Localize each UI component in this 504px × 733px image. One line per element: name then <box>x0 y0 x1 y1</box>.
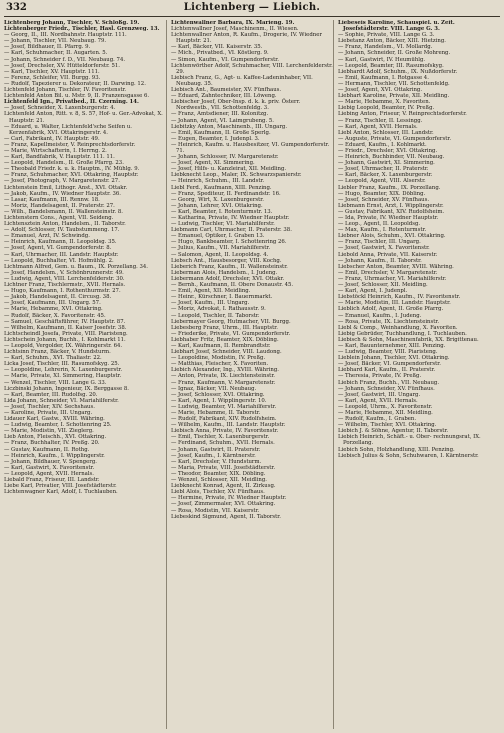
directory-entry: — Hugo, Beamter, XIX. Döbling. <box>338 190 426 197</box>
directory-entry: — Leopold, Handelsm., II. Große Pfarrg. 23. <box>4 160 124 167</box>
directory-entry: — Hermine, Private, IV. Wiedner Hauptstr. <box>171 495 287 502</box>
directory-entry: Lieberman Alois, Handelsm., I. Judeng. <box>171 269 278 276</box>
directory-entry: Lichtenberger Friedr., Tischler, Hasl. Grenzweg. 13. <box>4 26 160 33</box>
directory-entry: — Franz, Amtsdiener, III. Kolonitzg. <box>171 111 269 118</box>
directory-entry: — Karl, Schuhmacher, II. Augarten. 5. <box>4 50 108 57</box>
directory-entry: — Matthias, Fleischer, X. Favoriten. <box>171 361 269 368</box>
directory-entry: — Josef, Drechsler, XV. Hütteldorferstr. 51. <box>4 62 120 69</box>
directory-entry: — Josef, Bäcker, VI. Gumpendorferstr. <box>338 361 441 368</box>
directory-entry: — Karl, Beamter, I. Rotenturmstr. 13. <box>171 208 273 215</box>
directory-entry: — Marie, Wirtschafterin, I. Herrng. 2. <box>4 147 107 154</box>
directory-entry: — Johann, Gastwirt, II. Praterstr. <box>171 446 261 453</box>
directory-entry: — Josef, Tischler, XIV. Sechshaus. <box>4 403 95 410</box>
directory-entry: — Leop., Agent, II. Leopoldsg. <box>338 221 421 228</box>
directory-entry: — Georg, II., III. Nordbahnstr. Hauptstr. 111. <box>4 32 127 39</box>
directory-entry: — Johann, Agent, VI. Laimgrubeng. 5. <box>171 117 274 124</box>
running-head: Lichtenberg — Liebich. <box>183 2 321 13</box>
directory-entry: — Franz, Kapellmeister, V. Reinprechtsdorferstr. <box>4 141 136 148</box>
directory-entry: — Rosa, Modistin, VII. Kaiserstr. <box>171 507 260 514</box>
directory-entry: — Salomon, Agent, II. Leopoldsg. 4. <box>171 251 269 258</box>
directory-entry: — Theresia, Private, IV. Preßg. <box>338 373 422 380</box>
directory-entry: — Karl, Schuhm., XVI. Thaliastr. 22. <box>4 355 102 362</box>
directory-entry: Liebich Alexander, Ing., XVIII. Währing. <box>171 367 279 374</box>
directory-entry: — Rudolf, Fabrikant, XIV. Rudolfsheim. <box>171 416 277 423</box>
directory-entry: — Josef, Agent, VI. Gumpendorferstr. 8. <box>4 245 112 252</box>
directory-entry: — Gustav, Kaufmann, II. Rothg. <box>4 446 90 453</box>
directory-entry: Liebl Anton, Schlosser, III. Landstr. <box>338 129 434 136</box>
directory-entry: — Leopold, Beamter, III. Rasumofskyg. <box>338 62 444 69</box>
directory-entry: — Leopoldine, Modistin, IV. Preßg. <box>171 355 266 362</box>
directory-entry: — Theodor, Beamter, XIX. Döbling. <box>171 470 266 477</box>
directory-entry: — Leopold, Vergolder, IX. Währingerstr. 64. <box>4 342 123 349</box>
directory-entry: — Josef, Gastwirt, III. Ungarg. <box>338 391 421 398</box>
directory-entry: — Karl, Agent, XVII. Hernals. <box>338 123 418 130</box>
directory-entry: — Franz, Uhrmacher, VI. Mariahilferstr. <box>338 275 447 282</box>
directory-entry: Lichtsinn Franz, Bäcker, V. Hundsturm. <box>4 349 111 356</box>
directory-entry: Lichtenfeld Johann, Tischler, IV. Favoritenstr. <box>4 87 127 94</box>
directory-entry: Lichtenfeld Anton, Ritt. v. 8, S. 57, Hof- u. Ger.-Advokat, X. Hauptstr. 21. <box>4 111 163 124</box>
directory-entry: — Karoline, Private, III. Ungarg. <box>4 410 93 416</box>
directory-entry: — Karl, Gastwirt, IV. Heumühlg. <box>338 56 426 63</box>
directory-entry: — Julius, Kaufm., VII. Mariahilferstr. <box>171 245 271 252</box>
directory-entry: — Karl, Bäcker, VII. Kaiserstr. 35. <box>171 44 263 51</box>
directory-entry: — Emil, Tischler, X. Laxenburgerstr. <box>171 434 270 441</box>
directory-entry: Liebald Franz, Friseur, III. Landstr. <box>4 477 100 484</box>
directory-entry: Liebhart Josef, Schneider, VIII. Laudong. <box>171 349 282 356</box>
directory-entry: — Heinrich, Kaufm., I. Wipplingerstr. <box>4 452 105 459</box>
directory-entry: — Gustav, Fabrikant, XIV. Rudolfsheim. <box>338 208 445 215</box>
directory-entry: Liebknecht Leop., Maler, IX. Schwarzspanierstr. <box>171 172 302 179</box>
directory-entry: — Maria, Private, VIII. Josefstädterstr. <box>171 464 276 471</box>
directory-entry: — Hugo, Bankbeamter, I. Schottenring 26. <box>171 239 287 246</box>
directory-entry: — Johann, Schlosser, IV. Margaretenstr. <box>171 154 279 161</box>
directory-entry: — Heinr., Kürschner, I. Bauernmarkt. <box>171 294 273 301</box>
directory-entry: — Franz, Buchhalter, IV. Preßg. 20. <box>4 440 100 447</box>
directory-entry: Liebl Ferd., Kaufmann, XIII. Penzing. <box>171 184 272 191</box>
directory-entry: — Rudolf, Kaufm., I. Graben. <box>338 416 417 423</box>
directory-entry: — Auguste, Private, VI. Gumpendorferstr. <box>338 135 452 142</box>
directory-entry: — Franz, Tischler, III. Ungarg. <box>338 239 421 246</box>
directory-entry: — Sophie, Private, VIII. Lange G. 3. <box>338 32 435 39</box>
directory-entry: — Marie, Hebamme, XII. Meidling. <box>338 410 433 416</box>
directory-entry: Lichtenfeld Ign., Privatbed., II. Czerning. 14. <box>4 99 139 106</box>
directory-entry: — Johann, Schneider f. D., VII. Neubaug. 74. <box>4 56 126 63</box>
directory-entry: — Josef, Schlosser, XVI. Ottakring. <box>171 391 265 398</box>
directory-entry: — Ludwig, Beamter, VI. Mariahilferstr. <box>171 403 277 410</box>
directory-entry: — Emil, Kaufmann, I. Rotgasse 4. <box>338 74 429 81</box>
directory-entry: — Hugo, Kaufmann, I. Rothenthurmstr. 27. <box>4 288 121 295</box>
directory-entry: — Friederike, Private, VI. Gumpendorferstr. <box>171 330 291 337</box>
directory-entry: Lida Johann, Schneider, VI. Mariahilferstr. <box>4 397 119 404</box>
directory-entry: Liebhaber Fritz, Beamter, XIX. Döbling. <box>171 336 279 343</box>
directory-entry: — Wenzel, Schlosser, XII. Meidling. <box>171 477 267 484</box>
directory-entry: Liebisch & Sohn, Maschinenfabrik, XX. Brigittenau. <box>338 336 479 343</box>
directory-entry: — Simon, Kaufm., VI. Gumpendorferstr. <box>171 56 279 63</box>
directory-entry: — Georg, Wirt, X. Laxenburgerstr. <box>171 196 264 203</box>
directory-entry: Liebesberg Franz, Uhrm., III. Hauptstr. <box>171 324 278 331</box>
directory-entry: — Samuel, Geschäftsführer, IV. Hauptstr. 87. <box>4 318 126 325</box>
directory-entry: Liebknecht Konrad, Agent, II. Zirkusg. <box>171 483 276 490</box>
directory-entry: — Josef, Handelsm., V. Schönbrunnerstr. 49. <box>4 269 124 276</box>
directory-entry: — Moriz, Advokat, I. Rathausstr. 9. <box>171 306 266 313</box>
directory-entry: Lichtenstern Cons., Agent, VII. Seideng. <box>4 215 114 221</box>
column-middle <box>171 20 334 729</box>
directory-entry: — Ferdinand, Schuhm., XVII. Hernals. <box>171 440 275 447</box>
directory-entry: Liebisch Ant., Baumeister, XV. Fünfhaus. <box>171 87 282 94</box>
directory-entry: Liebhardt Adolf, Schuhm., IX. Nußdorferstr. <box>338 68 458 75</box>
directory-entry: — Karl, Bäcker, X. Laxenburgerstr. <box>338 172 433 179</box>
directory-entry: — Karl, Uhrmacher, III. Landstr. Hauptstr. <box>4 251 119 258</box>
directory-entry: Lichtenwagner Karl, Adolf, I. Tuchlauben. <box>4 489 118 496</box>
directory-entry: — Mich., Privatbed., VI. Köstlerg. 9. <box>171 50 269 57</box>
directory-entry: Liebich J. & Söhne, Agentur, II. Taborstr. <box>338 428 449 435</box>
directory-entry: Liebeseis Karoline, Schauspiel. u. Zeit. Josefstädterstr. VIII. Lange G. 3. <box>338 20 455 33</box>
directory-entry: Liebisch Julius & Sohn, Schuhwaren, I. Kärntnerstr. <box>338 452 479 459</box>
directory-entry: — Josef, Agent, XI. Simmering. <box>171 160 255 167</box>
directory-entry: — Josef, Bildhauer, II. Pfarrg. 9. <box>4 44 91 51</box>
page-number: 332 <box>6 2 27 13</box>
directory-entry: — Eugen, Beamter, I. Judenpl. 3. <box>171 135 260 142</box>
directory-entry: — Leopoldine, Lehrerin, X. Laxenburgerstr. <box>4 367 123 374</box>
directory-entry: Licka Josef, Tischler, III. Rasumofskyg. 25. <box>4 361 120 368</box>
directory-entry: — Carl, Fabrikant, IV. Hauptstr. 49. <box>4 135 100 142</box>
directory-entry: — Josef, Uhrmacher, II. Praterstr. <box>338 166 429 173</box>
directory-entry: Liebig Leopold, Beamter, IV. Preßg. <box>338 105 435 112</box>
directory-entry: Liebisch Franz, G., Agt- u. Kaffee-Ladeninhaber, VII. Neubaug. 35. <box>171 74 313 87</box>
directory-entry: — Leopold, Agent, VIII. Alserstr. <box>338 178 426 185</box>
directory-entry: — Ferenz, Schleifer, VII. Burgg. 93. <box>4 74 101 81</box>
directory-entry: Lichtenfeld Anton Bil. u. Mstr. 9, II. Franzensgasse 6. <box>4 93 150 100</box>
directory-entry: — Heinrich, Schuhm., III. Landstr. <box>171 178 265 185</box>
directory-entry: Liebermann Adolf, Drechsler, XVI. Ottakr. <box>171 275 285 282</box>
directory-entry: — Leopold, Tischler, II. Taborstr. <box>171 312 260 319</box>
column-right <box>338 20 500 729</box>
directory-entry: Liebsch Ant., Hausbesorger, VIII. Kochg. <box>171 257 282 264</box>
directory-entry: Liebermayer Georg, Hutmacher, VII. Burgg. <box>171 318 291 325</box>
directory-entry: — Josef, Schneider, XV. Fünfhaus. <box>338 196 430 203</box>
directory-entry: — Karl, Agent, XVII. Hernals. <box>338 397 418 404</box>
directory-entry: — Johann, Schneider, XV. Fünfhaus. <box>338 385 435 392</box>
directory-entry: — Moriz, Handelsagent, II. Praterstr. 27. <box>4 202 115 209</box>
columns-container <box>4 20 500 729</box>
directory-entry: — Marie, Modistin, III. Landstr. Hauptstr. <box>338 300 451 307</box>
directory-entry: Lidauer Karl, Gastw., XVIII. Währing. <box>4 416 105 423</box>
directory-entry: — Bernh., Kaufmann, II. Obere Donaustr. 45. <box>171 282 294 289</box>
directory-entry: — Leopold, Agent, XVII. Hernals. <box>4 470 95 477</box>
directory-entry: Lichtensztein Anton, Handelsm., II. Taborstr. <box>4 221 126 228</box>
directory-entry: — Karl, Gastwirt, X. Favoritenstr. <box>4 464 95 471</box>
directory-entry: Liebeskind Sigmund, Agent, II. Taborstr. <box>171 513 281 520</box>
directory-entry: — Josef, Hilfs- u. Kanzleirat, XII. Meidling. <box>171 166 287 173</box>
directory-entry: Lichtenwallner Josef, Maschinenm., II. Wiesen. <box>171 26 299 33</box>
directory-entry: — Josef, Gastwirt, X. Favoritenstr. <box>338 245 430 252</box>
directory-entry: — Josef, Schneider, X. Laxenburgerstr. 4. <box>4 105 116 112</box>
directory-entry: — Marie, Hebamme, II. Taborstr. <box>171 410 261 416</box>
directory-entry: — Marie, Modistin, VII. Zieglerg. <box>4 428 94 435</box>
directory-entry: — Josef, Photograph, V. Margaretenstr. 27. <box>4 178 120 185</box>
directory-entry: Liebich Heinrich, Schäft.- u. Ober- rechnungsrat, IX. Porzellang. <box>338 434 481 447</box>
directory-entry: — Heinrich, Buchbinder, VII. Neubaug. <box>338 154 445 161</box>
page-header <box>4 2 500 17</box>
directory-entry: — Karl, Agent, I. Judenpl. <box>338 288 408 295</box>
directory-entry: — Eduard, u. Walter, Lichtenfeld'sche Seifen u. Kerzenfabrik, XVI. Ottakringerstr. 4. <box>4 123 132 136</box>
directory-entry: — Ida, Private, IV. Wiedner Hauptstr. <box>338 215 439 221</box>
directory-entry: — Eduard, Kaufm., I. Kohlmarkt. <box>338 141 427 148</box>
directory-entry: — Ludwig, Agent, VIII. Lerchenfelderstr. 30. <box>4 275 125 282</box>
directory-entry: Liebich Franz, Buchh., VII. Neubaug. <box>338 379 440 386</box>
directory-entry: — Karl, Beamter, III. Rudolfsg. 20. <box>4 391 98 398</box>
directory-entry: — Jakob, Handelsagent, II. Circusg. 38. <box>4 294 112 301</box>
directory-entry: — Josef, Zimmermaler, XVI. Ottakring. <box>171 501 276 508</box>
directory-entry: — Wenzel, Tischler, VIII. Lange G. 33. <box>4 379 107 386</box>
directory-entry: — Franz, Tischler, II. Lessingg. <box>338 117 423 124</box>
directory-entry: — Marie, Private, XI. Simmering, Hauptstr. <box>4 373 122 380</box>
directory-entry: — Johann, Tischler, VII. Neubaug. 79. <box>4 38 107 45</box>
directory-entry: Liebmann Carl, Uhrmacher, II. Praterstr. 38. <box>171 227 292 234</box>
directory-entry: Lichtmann Alfred, Gem. u. Baum., IX. Porzellang. 34. <box>4 263 149 270</box>
directory-entry: — Ludwig, Tischler, VI. Mariahilferstr. <box>171 221 275 228</box>
directory-entry: — Johann, Gastwirt, XI. Simmering. <box>338 160 435 167</box>
directory-entry: — Ludwig, Beamter, VIII. Piaristeng. <box>338 349 438 356</box>
directory-entry: Lichtenwörther Adolf, Schuhmacher, VIII. Lerchenfelderstr. 29. <box>171 62 333 75</box>
directory-entry: Lieblich Adolf, Agent, II. Große Pfarrg. <box>338 306 444 313</box>
directory-entry: Lieblein Johann, Tischler, XVI. Ottakring. <box>338 355 450 362</box>
directory-entry: — Emil, Kaufmann, II. Große Sperlg. <box>171 129 271 136</box>
directory-entry: — Rosa, Private, IX. Liechtensteinstr. <box>338 318 440 325</box>
directory-entry: Liebich Sohn, Holzhandlung, XIII. Penzing. <box>338 446 455 453</box>
directory-entry: — Heinrich, Kaufm. u. Hausbesitzer, VI. Gumpendorferstr. 71. <box>171 141 330 154</box>
directory-entry: Lichtenstein Emil, Lithogr. Anst., XVI. Ottakr. <box>4 184 128 191</box>
directory-entry: — Rudolf, Bäcker, X. Favoritenstr. 45. <box>4 312 106 319</box>
directory-entry: — Adolf, Schlosser, IV. Taubstummeng. 17. <box>4 227 120 234</box>
directory-entry: — Heinrich, Kaufmann, II. Leopoldsg. 35. <box>4 239 117 246</box>
directory-entry: — Leopold, Uhrm., X. Favoritenstr. <box>338 403 433 410</box>
directory-entry: Liebl & Comp., Weinhandlung, X. Favoriten. <box>338 324 458 331</box>
directory-entry: — Josef, Kaufm., III. Ungarg. <box>171 300 250 307</box>
directory-entry: Liczbinski Johann, Ingenieur, IX. Berggasse 8. <box>4 385 129 392</box>
directory-entry: — Emanuel, Arzt, IV. Schwindg. <box>4 233 90 240</box>
column-left <box>4 20 167 729</box>
directory-entry: — Lasar, Kaufmann, III. Rennw. 18. <box>4 196 100 203</box>
directory-entry: — Wilhelm, Kaufm., III. Landstr. Hauptstr. <box>171 422 286 429</box>
directory-entry: — Friedr., Drechsler, XVI. Ottakring. <box>338 147 438 154</box>
directory-entry: Liebischer Josef, Ober-Insp. d. k. k. priv. Österr. Nordwestb., VII. Schottenfeldg. 3. <box>171 99 301 112</box>
directory-entry: — Josef, Kaufmann, III. Ungarg. 57. <box>4 300 101 307</box>
directory-entry: Liebitzky Anton, Maschinenb., III. Ungarg. <box>171 123 288 130</box>
directory-entry: — Emanuel, Kaufm., I. Judeng. <box>338 312 422 319</box>
directory-entry: — Marie, Hebamme, XVI. Ottakring. <box>4 306 103 313</box>
directory-entry: — Leopold, Buchhalter, VI. Hofmühlg. 2. <box>4 257 114 264</box>
directory-entry: Liebhard Karl, Kaufm., II. Praterstr. <box>338 367 436 374</box>
directory-entry: Lichtenwallner Anton, R. Kaufm., Drogerie, IV. Wiedner Hauptstr. 21. <box>171 32 322 45</box>
directory-entry: — Hermann, Tischler, VII. Schottenfeldg. <box>338 80 450 87</box>
directory-entry: — Emil, Drechsler, V. Margaretenstr. <box>338 269 438 276</box>
directory-entry: Liebold Anna, Private, VII. Kaiserstr. <box>338 251 438 258</box>
directory-entry: Liebmann Ernst, Arzt, I. Wipplingerstr. <box>338 202 444 209</box>
directory-entry: — Karl, Kaufmann, II. Rembrandtstr. <box>171 342 271 349</box>
directory-entry: Liebner Alois, Schuhm., XVI. Ottakring. <box>338 233 446 240</box>
directory-entry: Liebe Karl, Privatier, VIII. Josefstädterstr. <box>4 483 117 490</box>
directory-entry: Lichtner Franz, Tischlermstr., XVII. Hernals. <box>4 282 126 289</box>
directory-entry: — Johann, Lehrer, XVI. Ottakring. <box>171 202 263 209</box>
directory-entry: — Emanuel, Optiker, I. Graben 13. <box>171 233 265 240</box>
directory-entry: Lieberich Franz, Kaufm., II. Wallensteinstr. <box>171 263 288 270</box>
directory-entry: — Josef, Schlosser, XII. Meidling. <box>338 282 428 289</box>
directory-entry: Liebhart Karoline, Private, XII. Meidling. <box>338 93 450 100</box>
directory-entry: — Franz, Handelsm., VI. Mollardg. <box>338 44 433 51</box>
directory-entry: Lichtenwallner Barbara, IX. Marieng. 19. <box>171 20 295 26</box>
directory-entry: — Josef, Kaufm., I. Kärntnerstr. <box>171 452 256 459</box>
directory-entry: — Marie, Hebamme, X. Favoriten. <box>338 99 431 106</box>
directory-entry: Lieb Anton, Fleischh., XVI. Ottakring. <box>4 434 107 441</box>
directory-entry: — Ignaz, Bäcker, VII. Neubaug. <box>171 385 257 392</box>
directory-entry: — Wilh., Bandelsmann, II. Wallensteinstr. 8. <box>4 208 123 215</box>
directory-entry: — Johann, Kaufm., II. Taborstr. <box>338 257 422 264</box>
directory-entry: — Jakob, Kaufm., IV. Wiedner Hauptstr. 36. <box>4 190 121 197</box>
directory-entry: — Karl, Drechsler, V. Hundsturm. <box>171 458 262 465</box>
directory-entry: Liebig Gebrüder, Tuchhandlung, I. Tuchlauben. <box>338 330 467 337</box>
directory-entry: — Theobald Friedr. k. u. k. Hauptm., IV. Mühlg. 9. <box>4 166 140 173</box>
directory-entry: — Johann, Bildhauer, V. Spengerg. <box>4 458 97 465</box>
directory-entry: Liebstöckl Heinrich, Kaufm., IV. Favoritenstr. <box>338 294 461 301</box>
directory-entry: — Karl, Bauunternehmer, XIII. Penzing. <box>338 342 446 349</box>
directory-entry: — Wilhelm, Kaufmann, II. Kaiser Josefstr. 38. <box>4 324 127 331</box>
directory-entry: Lichtscheindl Josefa, Private, VIII. Piaristeng. <box>4 330 128 337</box>
directory-entry: Lichtschein Johann, Buchh., I. Kohlmarkt 11. <box>4 336 126 343</box>
directory-entry: — Karl, Tischler, XV. Hauptstr. 111. <box>4 68 100 75</box>
directory-entry: — Franz, Kaufmann, V. Margaretenstr. <box>171 379 276 386</box>
directory-entry: — Emil, Agent, XII. Meidling. <box>171 288 251 295</box>
directory-entry: — Karl, Agent, I. Wipplingerstr. 10. <box>171 397 267 404</box>
directory-entry: Liebl Alois, Tischler, XV. Fünfhaus. <box>171 489 265 496</box>
directory-entry: — Rudolf, Tapezierer u. Dekorateur, II. Darwing. 12. <box>4 80 146 87</box>
directory-entry: Liebisch Anna, Private, IV. Favoritenstr. <box>171 428 279 435</box>
directory-entry: — Karl, Bandfabrik, V. Hauptstr. 111. 11. <box>4 154 115 161</box>
directory-entry: — Ludwig, Beamter, I. Schottenring 25. <box>4 422 112 429</box>
directory-entry: — Wilhelm, Tischler, XVI. Ottakring. <box>338 422 437 429</box>
directory-entry: Lichtenberg Johann, Tischler, V. Schloßg. 19. <box>4 20 140 26</box>
directory-entry: Liebing Anton, Friseur, V. Reinprechtsdorferstr. <box>338 111 467 118</box>
directory-entry: Liebler Franz, Kaufm., IX. Porzellang. <box>338 184 441 191</box>
directory-entry: — Anton, Private, IX. Liechtensteinstr. <box>171 373 275 380</box>
directory-entry: — Franz, Spediteur, II. Ferdinandstr. 16. <box>171 190 281 197</box>
directory-entry: — Franz, Schuhmacher, XVI. Ottakring, Hauptstr. <box>4 172 139 179</box>
directory-entry: Liebetanz Anton, Bäcker, XIII. Hietzing. <box>338 38 446 45</box>
directory-entry: Liebscher Anton, Beamter, XVIII. Währing. <box>338 263 454 270</box>
directory-entry: — Max, Kaufm., I. Rotenturmstr. <box>338 227 427 234</box>
directory-entry: — Johann, Schneider, II. Große Mohreng. <box>338 50 451 57</box>
directory-entry: — Josef, Agent, XVI. Ottakring. <box>338 87 423 94</box>
directory-entry: — Eduard, Zahntechniker, III. Löweng. <box>171 93 277 100</box>
directory-entry: — Katharina, Private, IV. Wiedner Hauptstr. <box>171 215 290 221</box>
